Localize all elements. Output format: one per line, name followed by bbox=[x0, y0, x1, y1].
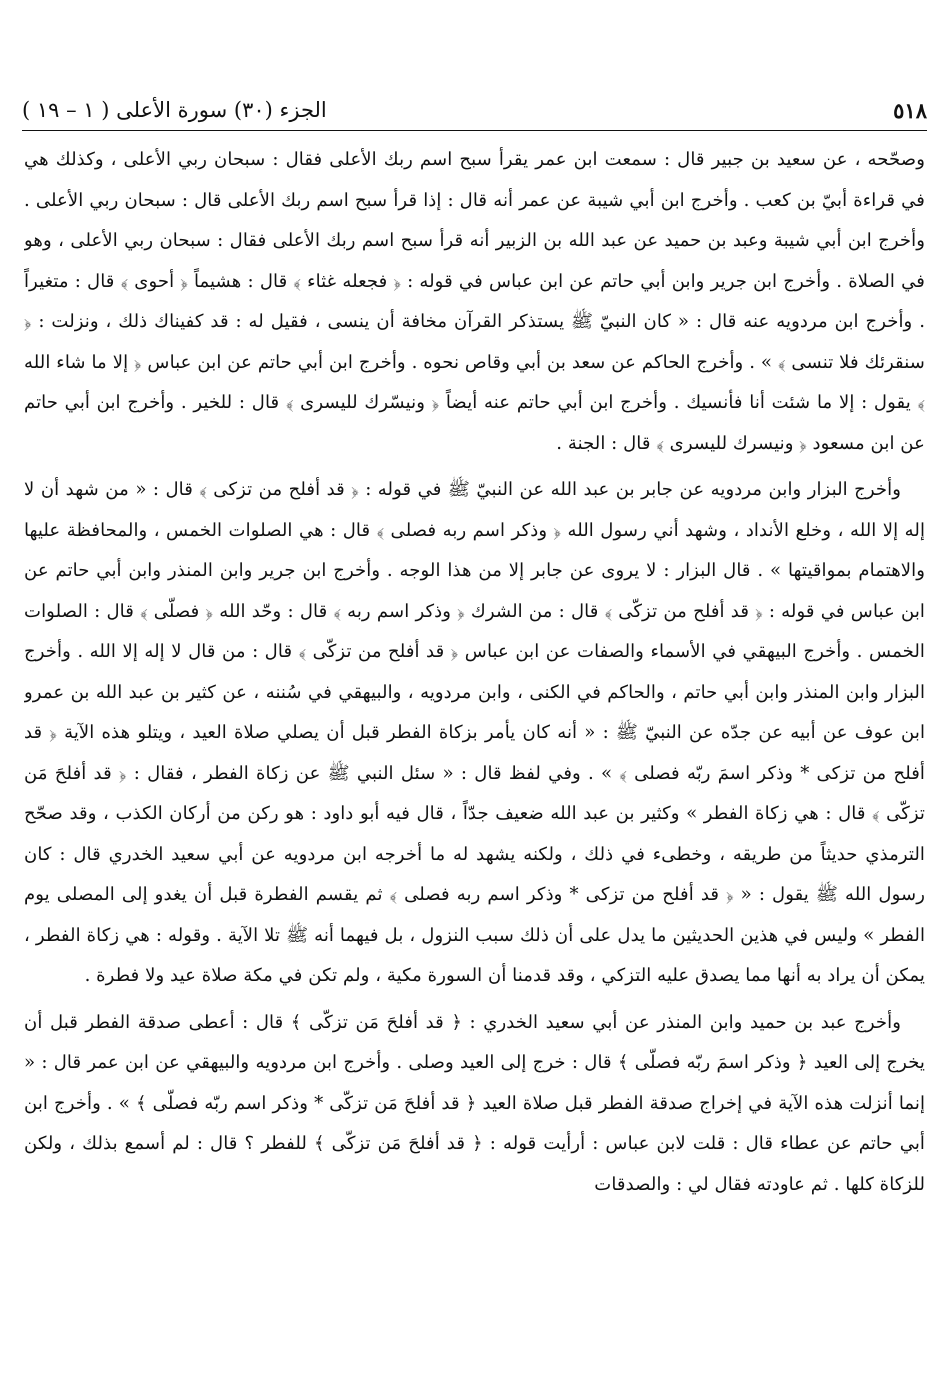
page-body bbox=[24, 140, 925, 1353]
page-header bbox=[22, 92, 927, 128]
paragraph-1: وصحّحه ، عن سعيد بن جبير قال : سمعت ابن عمر يقرأ سبح اسم ربك الأعلى فقال : سبحان ربي الأعلى ، وكذلك هي في قراءة أبيّ بن كعب . وأخرج ابن أبي شيبة عن عمر أنه قال : إذا قرأ سبح اسم ربك الأعلى قال : سبحان ربي الأعلى . وأخرج ابن أبي شيبة وعبد بن حميد عن عبد الله بن الزبير أنه قرأ سبح اسم ربك الأعلى فقال : سبحان ربي الأعلى ، وهو في الصلاة . وأخرج ابن جرير وابن أبي حاتم عن ابن عباس في قوله : ﴿ فجعله غثاء ﴾ قال : هشيماً ﴿ أحوى ﴾ قال : متغيراً . وأخرج ابن مردويه عنه قال : « كان النبيّ ﷺ يستذكر القرآن مخافة أن ينسى ، فقيل له : قد كفيناك ذلك ، ونزلت : ﴿ سنقرئك فلا تنسى ﴾ » . وأخرج الحاكم عن سعد بن أبي وقاص نحوه . وأخرج ابن أبي حاتم عن ابن عباس ﴿ إلا ما شاء الله ﴾ يقول : إلا ما شئت أنا فأنسيك . وأخرج ابن أبي حاتم عنه أيضاً ﴿ ونيسّرك لليسرى ﴾ قال : للخير . وأخرج ابن أبي حاتم عن ابن مسعود ﴿ ونيسرك لليسرى ﴾ قال : الجنة . bbox=[24, 149, 925, 454]
page-number: ٥١٨ bbox=[893, 97, 927, 123]
paragraph-2: وأخرج البزار وابن مردويه عن جابر بن عبد الله عن النبيّ ﷺ في قوله : ﴿ قد أفلح من تزكى ﴾ قال : « من شهد أن لا إله إلا الله ، وخلع الأنداد ، وشهد أني رسول الله ﴿ وذكر اسم ربه فصلى ﴾ قال : هي الصلوات الخمس ، والمحافظة عليها والاهتمام بمواقيتها » . قال البزار : لا يروى عن جابر إلا من هذا الوجه . وأخرج ابن جرير وابن المنذر وابن أبي حاتم عن ابن عباس في قوله : ﴿ قد أفلح من تزكّى ﴾ قال : من الشرك ﴿ وذكر اسم ربه ﴾ قال : وحّد الله ﴿ فصلّى ﴾ قال : الصلوات الخمس . وأخرج البيهقي في الأسماء والصفات عن ابن عباس ﴿ قد أفلح من تزكّى ﴾ قال : من قال لا إله إلا الله . وأخرج البزار وابن المنذر وابن أبي حاتم ، والحاكم في الكنى ، وابن مردويه ، والبيهقي في سُننه ، عن كثير بن عبد الله بن عمرو ابن عوف عن أبيه عن جدّه عن النبيّ ﷺ : « أنه كان يأمر بزكاة الفطر قبل أن يصلي صلاة العيد ، ويتلو هذه الآية ﴿ قد أفلح من تزكى * وذكر اسمَ ربّه فصلى ﴾ » . وفي لفظ قال : « سئل النبي ﷺ عن زكاة الفطر ، فقال : ﴿ قد أفلحَ مَن تزكّى ﴾ قال : هي زكاة الفطر » وكثير بن عبد الله ضعيف جدّاً ، قال فيه أبو داود : هو ركن من أركان الكذب ، وقد صحّح الترمذي حديثاً من طريقه ، وخطىء في ذلك ، ولكنه يشهد له ما أخرجه ابن مردويه عن أبي سعيد الخدري قال : كان رسول الله ﷺ يقول : « ﴿ قد أفلح من تزكى * وذكر اسم ربه فصلى ﴾ ثم يقسم الفطرة قبل أن يغدو إلى المصلى يوم الفطر » وليس في هذين الحديثين ما يدل على أن ذلك سبب النزول ، بل فيهما أنه ﷺ تلا الآية . وقوله : هي زكاة الفطر ، يمكن أن يراد به أنها مما يصدق عليه التزكي ، وقد قدمنا أن السورة مكية ، ولم تكن في مكة صلاة عيد ولا فطرة . bbox=[24, 479, 925, 986]
paragraph-3: وأخرج عبد بن حميد وابن المنذر عن أبي سعيد الخدري : ﴿ قد أفلحَ مَن تزكّى ﴾ قال : أعطى صدقة الفطر قبل أن يخرج إلى العيد ﴿ وذكر اسمَ ربّه فصلّى ﴾ قال : خرج إلى العيد وصلى . وأخرج ابن مردويه والبيهقي عن ابن عمر قال : « إنما أنزلت هذه الآية في إخراج صدقة الفطر قبل صلاة العيد ﴿ قد أفلحَ مَن تزكّى * وذكر اسم ربّه فصلّى ﴾ » . وأخرج ابن أبي حاتم عن عطاء قال : قلت لابن عباس : أرأيت قوله : ﴿ قد أفلحَ مَن تزكّى ﴾ للفطر ؟ قال : لم أسمع بذلك ، ولكن للزكاة كلها . ثم عاودته فقال لي : والصدقات bbox=[24, 1011, 925, 1195]
header-rule bbox=[22, 130, 927, 131]
running-title: الجزء (٣٠) سورة الأعلى ( ١ – ١٩ ) bbox=[22, 98, 327, 122]
